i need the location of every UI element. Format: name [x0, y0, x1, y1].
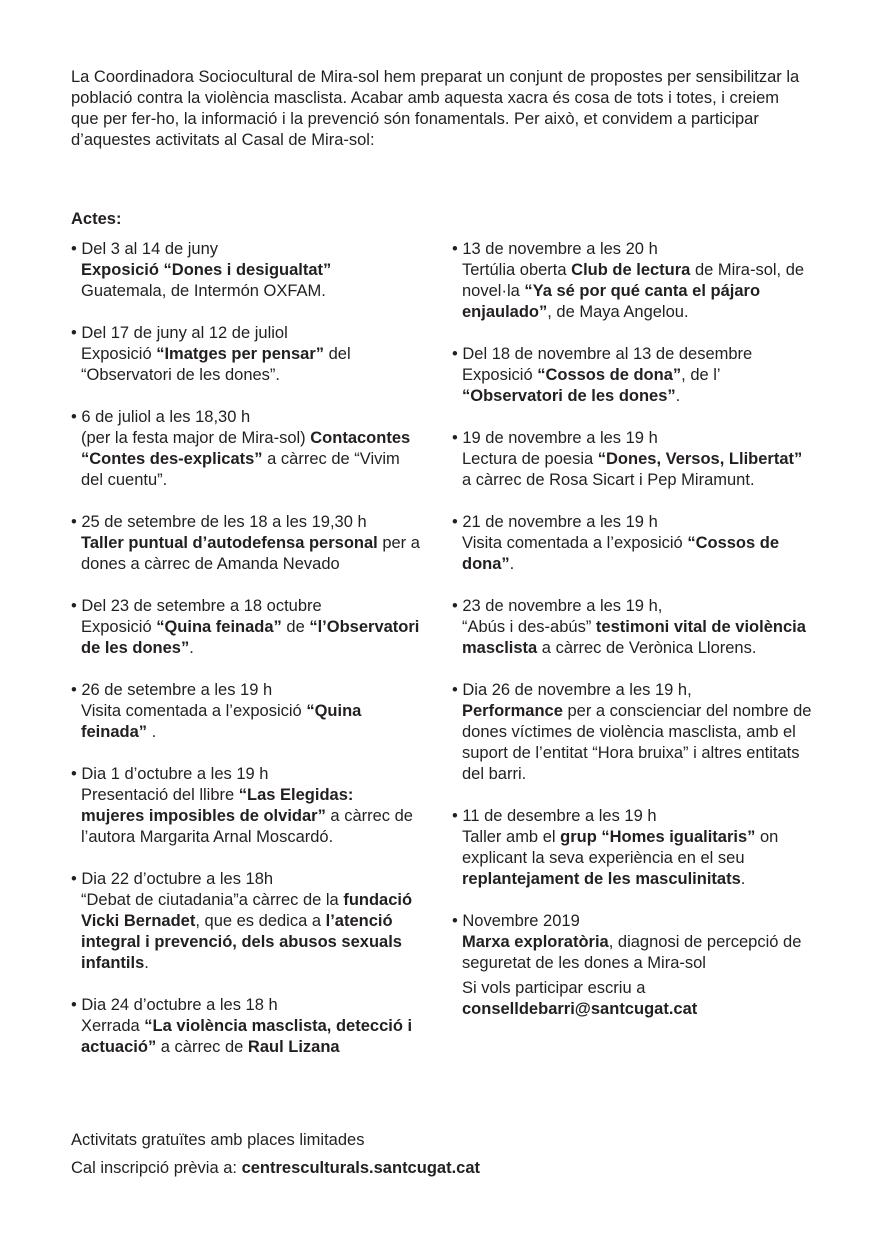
event-text: Lectura de poesia: [462, 450, 598, 468]
event-text: “Cossos de dona”: [462, 534, 780, 573]
events-column-left: [71, 239, 421, 1079]
event-date: • 21 de novembre a les 19 h: [452, 513, 658, 531]
event-text: (per la festa major de Mira-sol): [81, 429, 311, 447]
footer-registration: [71, 1154, 480, 1182]
event-description: [71, 533, 421, 575]
event-item: [71, 407, 421, 491]
event-description: [452, 533, 812, 575]
event-text: Xerrada: [81, 1017, 145, 1035]
event-text: replantejament de les masculinitats: [462, 870, 741, 888]
event-text: “Dones, Versos, Llibertat”: [597, 450, 803, 468]
event-item: [452, 239, 812, 323]
event-description: [71, 701, 421, 743]
event-date: • Dia 24 d’octubre a les 18 h: [71, 996, 278, 1014]
event-text: , diagnosi de percepció de seguretat de les dones a Mira-sol: [462, 933, 802, 972]
event-text: .: [147, 723, 157, 741]
event-description: [452, 701, 812, 785]
event-description: [71, 344, 421, 386]
event-text: Guatemala, de Intermón OXFAM.: [81, 282, 326, 300]
event-text: .: [189, 639, 194, 657]
event-text: on explicant la seva experiència en el seu: [462, 828, 779, 867]
event-item: [452, 806, 812, 890]
participate-note: Si vols participar escriu a: [462, 979, 646, 997]
event-text: “Abús i des-abús”: [462, 618, 596, 636]
event-text: a càrrec de: [156, 1038, 248, 1056]
event-item: [71, 512, 421, 575]
event-date: • Del 3 al 14 de juny: [71, 240, 219, 258]
event-text: a càrrec de Rosa Sicart i Pep Miramunt.: [462, 471, 755, 489]
event-date: • Del 18 de novembre al 13 de desembre: [452, 345, 753, 363]
event-text: .: [675, 387, 681, 405]
event-item: [452, 596, 812, 659]
event-text: , que es dedica a: [195, 912, 326, 930]
event-date: • Dia 22 d’octubre a les 18h: [71, 870, 274, 888]
event-text: Club de lectura: [571, 261, 691, 279]
event-text: “Imatges per pensar”: [156, 345, 325, 363]
event-date: • 6 de juliol a les 18,30 h: [71, 408, 251, 426]
event-text: “Ya sé por qué canta el pájaro enjaulado”: [462, 282, 761, 321]
event-description: [452, 260, 812, 323]
event-text: per a dones a càrrec de Amanda Nevado: [81, 534, 420, 573]
section-title-actes: Actes:: [71, 210, 122, 228]
event-text: Taller amb el: [462, 828, 561, 846]
event-item: [71, 239, 421, 302]
event-text: grup “Homes igualitaris”: [560, 828, 756, 846]
event-date: • Del 23 de setembre a 18 octubre: [71, 597, 322, 615]
event-text: per a conscienciar del nombre de dones víctimes de violència masclista, amb el suport de l’entitat “Hora bruixa” i altres entitats del barri.: [462, 702, 812, 783]
event-text: testimoni vital de violència masclista: [462, 618, 806, 657]
event-text: “Debat de ciutadania”a càrrec de la: [81, 891, 344, 909]
event-date: • 26 de setembre a les 19 h: [71, 681, 273, 699]
intro-paragraph: La Coordinadora Sociocultural de Mira-sol hem preparat un conjunt de propostes per sensibilitzar la població contra la violència masclista. Acabar amb aquesta xacra és cosa de tots i totes, i creiem que per fer-ho, la informació i la prevenció són fonamentals. Per això, et convidem a participar d’aquestes activitats al Casal de Mira-sol:: [71, 68, 800, 149]
event-text: fundació Vicki Bernadet: [81, 891, 413, 930]
event-description: [452, 617, 812, 659]
event-date: • Del 17 de juny al 12 de juliol: [71, 324, 288, 342]
event-description: [71, 260, 421, 302]
event-text: Presentació del llibre: [81, 786, 239, 804]
event-text: Exposició: [81, 345, 157, 363]
event-text: Exposició “Dones i desigualtat”: [81, 261, 332, 279]
event-text: a càrrec de “Vivim del cuentu”.: [81, 450, 400, 489]
event-text: , de Maya Angelou.: [547, 303, 689, 321]
event-description: [71, 617, 421, 659]
event-text: .: [509, 555, 515, 573]
event-item: [71, 764, 421, 848]
event-text: Exposició: [462, 366, 538, 384]
footer-registration-label: Cal inscripció prèvia a:: [71, 1159, 242, 1177]
event-date: • 23 de novembre a les 19 h,: [452, 597, 663, 615]
event-item: [452, 680, 812, 785]
event-item: [71, 680, 421, 743]
event-date: • 11 de desembre a les 19 h: [452, 807, 657, 825]
event-text: Visita comentada a l’exposició: [462, 534, 688, 552]
footer-free-activities: Activitats gratuïtes amb places limitades: [71, 1131, 365, 1149]
event-text: de: [281, 618, 310, 636]
event-text: Exposició: [81, 618, 157, 636]
events-column-right: [452, 239, 812, 1020]
event-description: [71, 428, 421, 491]
event-date: • Dia 26 de novembre a les 19 h,: [452, 681, 692, 699]
event-text: “Quina feinada”: [81, 702, 362, 741]
event-text: l’atenció integral i prevenció, dels abusos sexuals infantils: [81, 912, 402, 972]
event-item: [452, 911, 812, 974]
event-date: • Dia 1 d’octubre a les 19 h: [71, 765, 269, 783]
event-text: a càrrec de Verònica Llorens.: [537, 639, 757, 657]
event-item: [452, 428, 812, 491]
footer: [71, 1126, 480, 1182]
event-description: [452, 449, 812, 491]
event-text: “Cossos de dona”: [537, 366, 682, 384]
event-text: Contacontes “Contes des-explicats”: [81, 429, 411, 468]
event-text: “Observatori de les dones”: [462, 387, 676, 405]
event-text: Tertúlia oberta: [462, 261, 572, 279]
registration-link[interactable]: centresculturals.santcugat.cat: [241, 1159, 480, 1177]
event-item: [71, 596, 421, 659]
event-text: “Quina feinada”: [156, 618, 282, 636]
event-date: • 25 de setembre de les 18 a les 19,30 h: [71, 513, 367, 531]
event-text: “La violència masclista, detecció i actuació”: [81, 1017, 413, 1056]
event-text: .: [740, 870, 746, 888]
event-item: [452, 344, 812, 407]
event-description: [452, 932, 812, 974]
event-description: [71, 890, 421, 974]
event-date: • 13 de novembre a les 20 h: [452, 240, 658, 258]
event-text: .: [144, 954, 149, 972]
event-description: [71, 1016, 421, 1058]
participate-email-link[interactable]: conselldebarri@santcugat.cat: [462, 1000, 698, 1018]
event-description: [452, 365, 812, 407]
event-description: [452, 827, 812, 890]
event-text: Marxa exploratòria: [462, 933, 609, 951]
event-text: Performance: [462, 702, 563, 720]
event-text: a càrrec de l’autora Margarita Arnal Moscardó.: [81, 807, 413, 846]
event-text: “Las Elegidas: mujeres imposibles de olvidar”: [81, 786, 354, 825]
event-text: de Mira-sol, de novel·la: [462, 261, 805, 300]
event-text: del “Observatori de les dones”.: [81, 345, 351, 384]
event-text: Visita comentada a l’exposició: [81, 702, 307, 720]
event-date: • Novembre 2019: [452, 912, 580, 930]
event-text: Raul Lizana: [247, 1038, 340, 1056]
event-description: [71, 785, 421, 848]
event-text: Taller puntual d’autodefensa personal: [81, 534, 378, 552]
event-item: [71, 995, 421, 1058]
event-text: , de l’: [681, 366, 720, 384]
event-date: • 19 de novembre a les 19 h: [452, 429, 658, 447]
event-item: [452, 512, 812, 575]
event-text: “l’Observatori de les dones”: [81, 618, 420, 657]
event-item: [71, 869, 421, 974]
event-item: [71, 323, 421, 386]
